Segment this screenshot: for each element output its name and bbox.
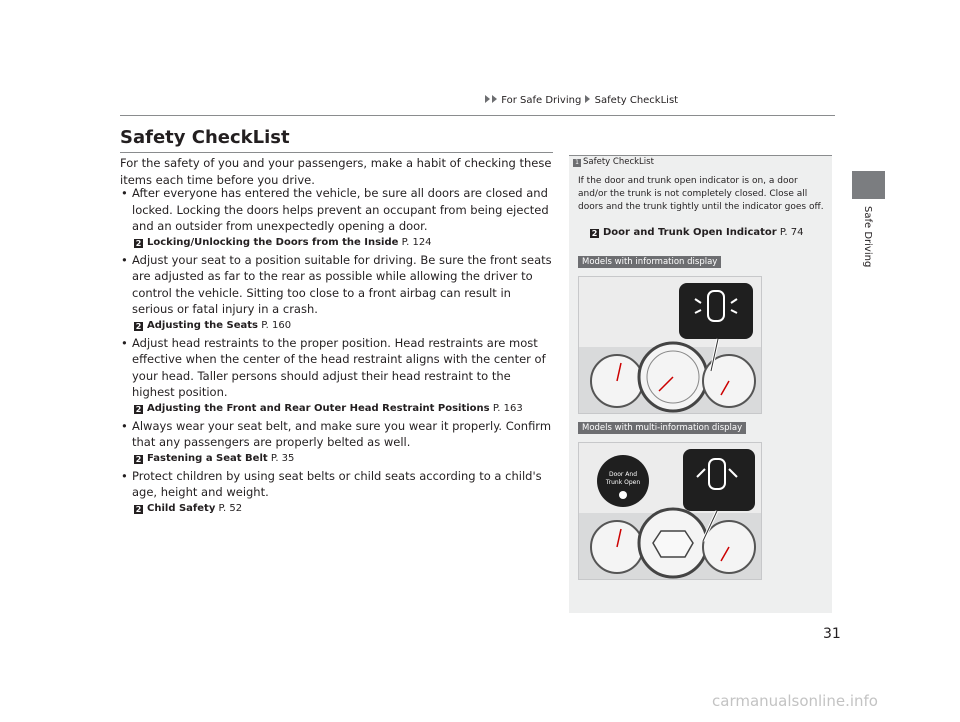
list-item-text: Adjust your seat to a position suitable for driving. Be sure the front seats are adjusted as far to the rear as possible while allowing the driver to control the vehicle. Sitting too close to a front airbag can result in serious or fatal injury in a crash. (132, 252, 552, 316)
page-number: 31 (823, 626, 841, 642)
reference-page: P. 35 (270, 452, 295, 464)
reference-page: P. 74 (779, 227, 804, 238)
message-line-1: Door And (608, 471, 638, 478)
reference-title: Child Safety (147, 502, 216, 514)
reference-arrow-icon: 2 (135, 321, 142, 331)
list-item (120, 252, 555, 332)
list-item (120, 185, 555, 249)
sidenote-header (569, 155, 832, 168)
watermark-text: carmanualsonline.info (712, 692, 878, 710)
list-item (120, 335, 555, 415)
cross-reference-link[interactable] (134, 502, 555, 515)
breadcrumb-page: Safety CheckList (594, 95, 679, 106)
page-title: Safety CheckList (120, 127, 290, 148)
list-item (120, 418, 555, 465)
breadcrumb-section[interactable]: For Safe Driving (501, 95, 582, 106)
gauge-cluster-illustration (579, 277, 761, 413)
reference-title: Adjusting the Seats (147, 319, 258, 331)
sidenote-text: If the door and trunk open indicator is on, a door and/or the trunk is not completely closed. Close all doors and the trunk tightly until the indicator goes off. (578, 176, 824, 212)
gauge-cluster-illustration (579, 443, 761, 579)
reference-title: Locking/Unlocking the Doors from the Inside (147, 236, 399, 248)
cross-reference-link[interactable] (134, 319, 555, 332)
reference-arrow-icon: 2 (135, 454, 142, 464)
reference-title: Door and Trunk Open Indicator (603, 227, 777, 238)
reference-page: P. 52 (218, 502, 243, 514)
reference-arrow-icon: 2 (135, 404, 142, 414)
list-item-text: Adjust head restraints to the proper position. Head restraints are most effective when the center of the head restraint aligns with the center of your head. Taller persons should adjust their head restraint to the highest position. (132, 335, 546, 399)
section-tab (852, 171, 885, 199)
instrument-panel-image (578, 442, 762, 580)
sidenote-number: 1 (573, 159, 581, 167)
reference-arrow-icon: 2 (135, 504, 142, 514)
reference-page: P. 124 (401, 236, 432, 248)
model-tag-information-display: Models with information display (578, 256, 721, 268)
reference-title: Fastening a Seat Belt (147, 452, 268, 464)
sidenote-heading: Safety CheckList (583, 157, 654, 167)
bullet-icon: • (121, 418, 128, 433)
instrument-panel-image (578, 276, 762, 414)
reference-arrow-icon: 2 (135, 238, 142, 248)
breadcrumb-arrow-icon (485, 95, 490, 103)
breadcrumb-arrow-icon (492, 95, 497, 103)
reference-page: P. 163 (492, 402, 523, 414)
bullet-icon: • (121, 186, 128, 200)
list-item-text: Protect children by using seat belts or child seats according to a child's age, height and weight. (132, 468, 542, 499)
sidenote-cross-reference[interactable] (590, 227, 803, 238)
cross-reference-link[interactable] (134, 402, 555, 415)
list-item-text: Always wear your seat belt, and make sure you wear it properly. Confirm that any passengers are properly belted as well. (132, 418, 552, 449)
message-line-2: Trunk Open (605, 479, 641, 486)
reference-title: Adjusting the Front and Rear Outer Head Restraint Positions (147, 402, 490, 414)
bullet-icon: • (121, 468, 128, 483)
breadcrumb (484, 95, 678, 106)
checklist (120, 185, 555, 518)
breadcrumb-arrow-icon (585, 95, 590, 103)
list-item-text: After everyone has entered the vehicle, be sure all doors are closed and locked. Locking the doors helps prevent an occupant from being ejected and an outsider from unexpectedly opening a door. (132, 186, 549, 233)
cross-reference-link[interactable] (134, 236, 555, 249)
cross-reference-link[interactable] (134, 452, 555, 465)
bullet-icon: • (121, 252, 128, 267)
header-divider (120, 115, 835, 116)
bullet-icon: • (121, 335, 128, 350)
reference-arrow-icon: 2 (591, 229, 598, 238)
model-tag-multi-information-display: Models with multi-information display (578, 422, 746, 434)
intro-text: For the safety of you and your passengers, make a habit of checking these items each time before you drive. (120, 156, 552, 187)
reference-page: P. 160 (261, 319, 292, 331)
title-divider (120, 152, 553, 153)
section-tab-label: Safe Driving (862, 206, 873, 268)
list-item (120, 468, 555, 515)
